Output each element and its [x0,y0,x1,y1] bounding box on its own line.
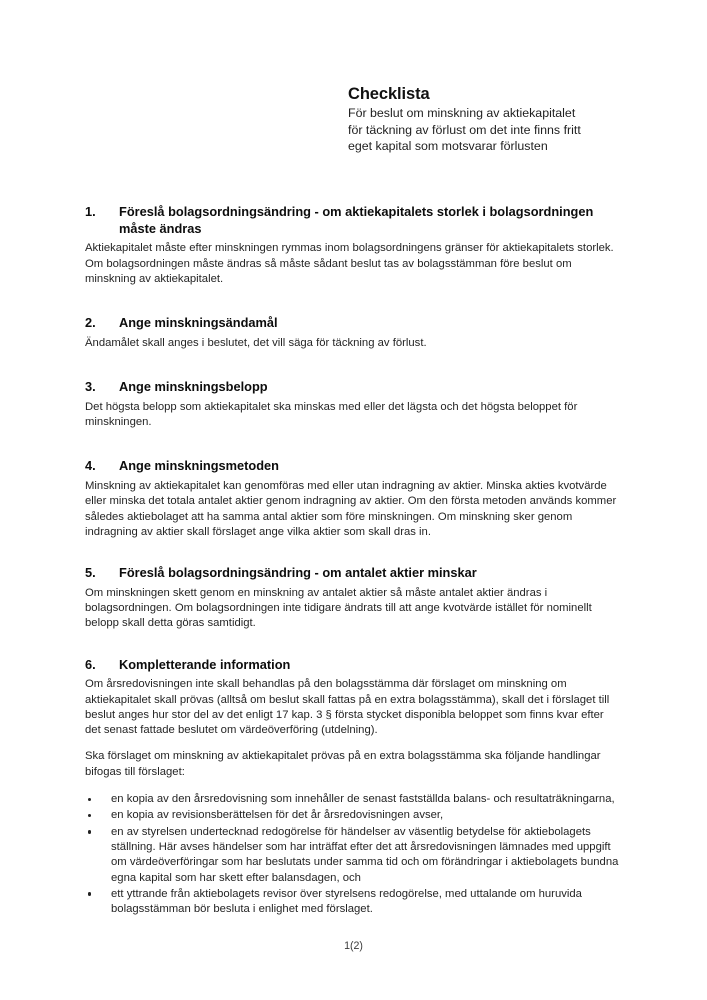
section-5-title: Föreslå bolagsordningsändring - om antalet aktier minskar [119,565,477,581]
list-item-text: en av styrelsen undertecknad redogörelse för händelser av väsentlig betydelse för aktiebolagets ställning. Här avses händelser som har inträffat efter det att årsredovisningen lämnades med uppgift om värdeöverföringar som har beslutats under samma tid och om förändringar i aktiebolagets bundna egna kapital som har skett efter balansdagen, och [111,825,619,884]
section-2-number: 2. [85,315,96,331]
list-item [85,808,621,823]
section-1 [85,204,621,287]
section-3-paragraph-1: Det högsta belopp som aktiekapitalet ska minskas med eller det lägsta och det högsta beloppet för minskningen. [85,400,578,428]
section-4-number: 4. [85,458,96,474]
section-2-title: Ange minskningsändamål [119,315,278,331]
section-gap-3 [85,430,621,458]
list-item-text: en kopia av den årsredovisning som innehåller de senast fastställda balans- och resultaträkningarna, [111,793,615,806]
section-6-title: Kompletterande information [119,656,291,672]
document-subtitle-line-1: För beslut om minskning av aktiekapitalet [348,106,576,121]
list-item-text: en kopia av revisionsberättelsen för det år årsredovisningen avser, [111,809,444,822]
list-item [85,792,621,807]
bullet-dot-icon [88,892,91,895]
list-item-text: ett yttrande från aktiebolagets revisor över styrelsens redogörelse, med uttalande om huruvida bolagsstämman bör besluta i enlighet med förslaget. [111,887,582,916]
section-1-number: 1. [85,204,96,219]
list-item [85,825,621,886]
section-6-paragraph-1: Om årsredovisningen inte skall behandlas på den bolagsstämma där förslaget om minskning om aktiekapitalet skall prövas (alltså om beslut skall fattas på en extra bolagsstämma), skall det i förslaget till beslut anges hur stor del av det enligt 17 kap. 3 § första stycket disponibla beloppet som finns kvar efter det senast fattade beslutet om värdeöverföring (utdelning). [85,678,610,737]
section-6 [85,657,621,918]
list-item [85,887,621,918]
page-footer [0,940,707,952]
page-number: 1(2) [344,940,363,952]
bullet-dot-icon [88,814,91,817]
section-4-title: Ange minskningsmetoden [119,458,279,474]
section-2-paragraph-1: Ändamålet skall anges i beslutet, det vill säga för täckning av förlust. [85,336,427,349]
document-subtitle [348,105,648,155]
section-gap-2 [85,351,621,379]
section-5 [85,565,621,632]
section-6-heading [85,657,621,674]
section-gap-1 [85,287,621,315]
section-gap-4 [85,540,621,565]
attachments-list [85,792,621,917]
section-6-paragraph-2: Ska förslaget om minskning av aktiekapitalet prövas på en extra bolagsstämma ska följande handlingar bifogas till förslaget: [85,750,601,778]
document-subtitle-line-3: eget kapital som motsvarar förlusten [348,139,548,154]
section-5-paragraph-1: Om minskningen skett genom en minskning av antalet aktier så måste antalet aktier ändras i bolagsordningen. Om bolagsordningen inte tidigare ändrats till att ange kvotvärde istället för nominellt belopp skall detta göras samtidigt. [85,586,592,630]
section-gap-5 [85,632,621,657]
section-4 [85,458,621,540]
document-subtitle-line-2: för täckning av förlust om det inte finns fritt [348,122,581,137]
bullet-dot-icon [88,830,91,833]
section-1-paragraph-1: Aktiekapitalet måste efter minskningen rymmas inom bolagsordningens gränser för aktiekapitalets storlek. Om bolagsordningen måste ändras så måste sådant beslut tas av bolagsstämman före beslut om minskning av aktiekapitalet. [85,242,614,285]
section-4-heading [85,458,621,475]
document-title: Checklista [348,85,430,103]
section-1-heading [85,204,621,237]
section-1-title: Föreslå bolagsordningsändring - om aktiekapitalets storlek i bolagsordningen måste ändras [119,204,594,236]
section-5-number: 5. [85,565,96,581]
section-3 [85,379,621,430]
bullet-dot-icon [88,798,91,801]
section-2-heading [85,315,621,332]
section-3-title: Ange minskningsbelopp [119,379,268,395]
document-body [85,204,621,918]
section-6-number: 6. [85,656,96,672]
section-4-paragraph-1: Minskning av aktiekapitalet kan genomföras med eller utan indragning av aktier. Minska akties kvotvärde eller minska det totala antalet aktier genom indragning av aktier. Om den första metoden används kommer således aktiebolaget att ha samma antal aktier som före minskningen. Om minskning sker genom indragning av aktier skall förslaget ange vilka aktier som skall dras in. [85,479,617,538]
document-header [348,84,648,155]
section-3-heading [85,379,621,396]
section-3-number: 3. [85,379,96,395]
section-5-heading [85,565,621,582]
section-2 [85,315,621,351]
